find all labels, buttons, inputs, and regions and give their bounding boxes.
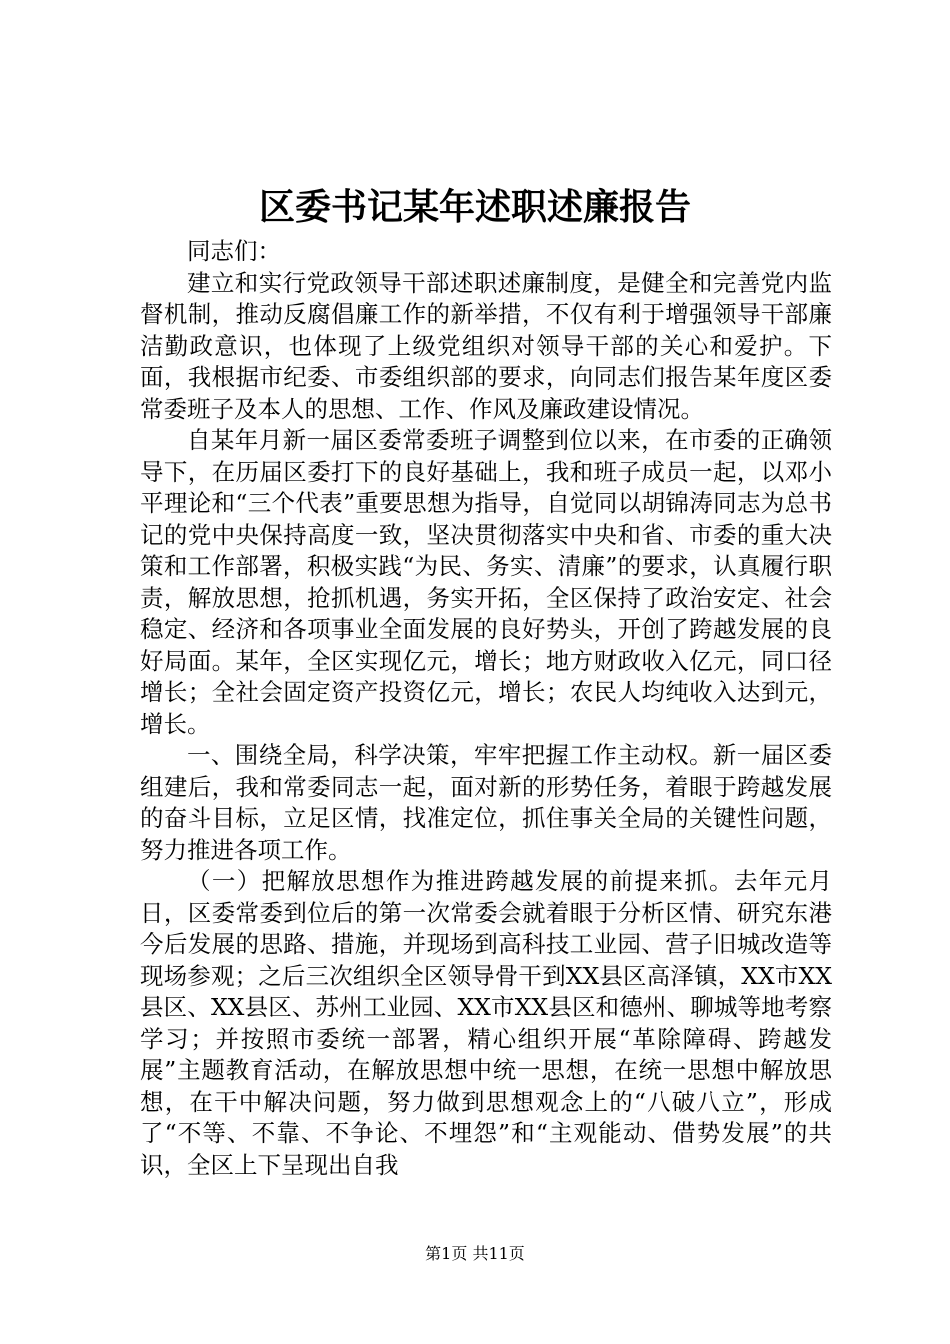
page-number-footer: 第1页 共11页 — [425, 1244, 525, 1263]
section-one-paragraph: 一、围绕全局，科学决策，牢牢把握工作主动权。新一届区委组建后，我和常委同志一起，面对新的形势任务，着眼于跨越发展的奋斗目标，立足区情，找准定位，抓住事关全局的关键性问题，努力推进各项工作。 — [140, 741, 832, 864]
intro-paragraph: 建立和实行党政领导干部述职述廉制度，是健全和完善党内监督机制，推动反腐倡廉工作的新举措，不仅有利于增强领导干部廉洁勤政意识，也体现了上级党组织对领导干部的关心和爱护。下面，我根据市纪委、市委组织部的要求，向同志们报告某年度区委常委班子及本人的思想、工作、作风及廉政建设情况。 — [140, 268, 832, 423]
document-title: 区委书记某年述职述廉报告 — [258, 186, 691, 228]
salutation-paragraph: 同志们： — [187, 237, 281, 265]
overview-paragraph: 自某年月新一届区委常委班子调整到位以来，在市委的正确领导下，在历届区委打下的良好基础上，我和班子成员一起，以邓小平理论和“三个代表”重要思想为指导，自觉同以胡锦涛同志为总书记的党中央保持高度一致，坚决贯彻落实中央和省、市委的重大决策和工作部署，积极实践“为民、务实、清廉”的要求，认真履行职责，解放思想，抢抓机遇，务实开拓，全区保持了政治安定、社会稳定、经济和各项事业全面发展的良好势头，开创了跨越发展的良好局面。某年，全区实现亿元，增长；地方财政收入亿元，同口径增长；全社会固定资产投资亿元，增长；农民人均纯收入达到元，增长。 — [140, 426, 832, 738]
subsection-one-paragraph: （一）把解放思想作为推进跨越发展的前提来抓。去年元月日，区委常委到位后的第一次常委会就着眼于分析区情、研究东港今后发展的思路、措施，并现场到高科技工业园、营子旧城改造等现场参观；之后三次组织全区领导骨干到XX县区高泽镇，XX市XX县区、XX县区、苏州工业园、XX市XX县区和德州、聊城等地考察学习；并按照市委统一部署，精心组织开展“革除障碍、跨越发展”主题教育活动，在解放思想中统一思想，在统一思想中解放思想，在干中解决问题，努力做到思想观念上的“八破八立”，形成了“不等、不靠、不争论、不埋怨”和“主观能动、借势发展”的共识，全区上下呈现出自我 — [140, 867, 832, 1179]
document-body — [140, 236, 832, 1181]
